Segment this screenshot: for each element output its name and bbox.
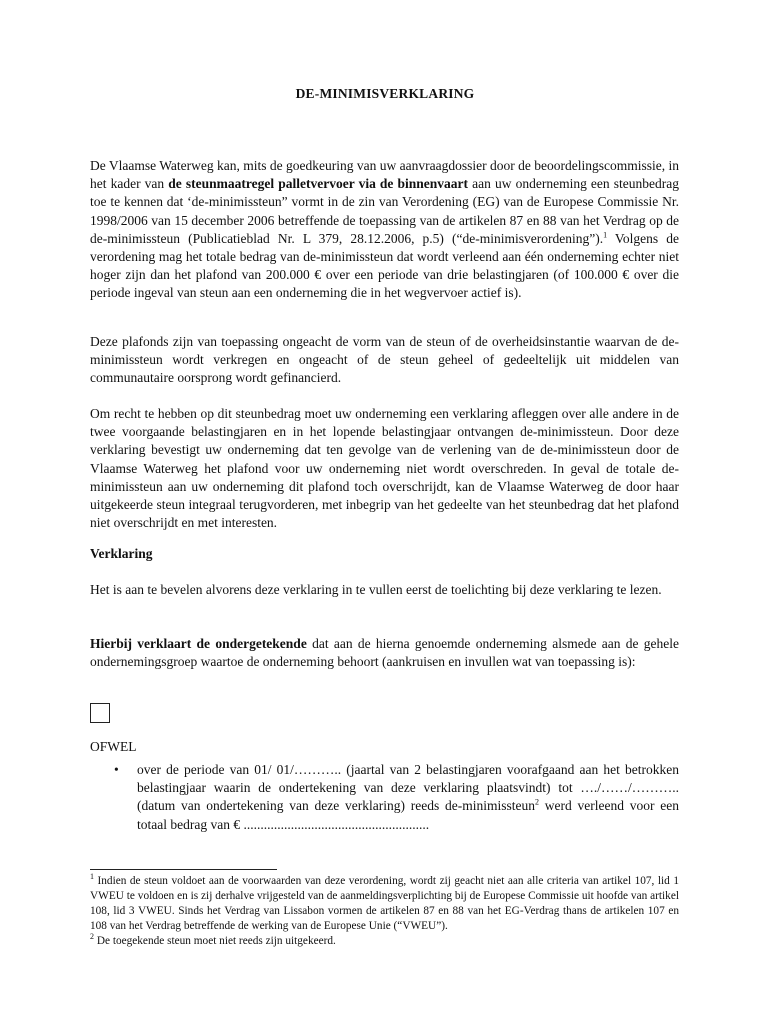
footnotes xyxy=(90,874,679,949)
document-title: DE-MINIMISVERKLARING xyxy=(295,86,475,101)
intro-bold-measure: de steunmaatregel palletvervoer via de binnenvaart xyxy=(168,176,469,192)
period-text-b: werd verleend voor een totaal bedrag van € ....................................................... xyxy=(137,798,679,832)
footnote-2-number: 2 xyxy=(90,931,94,941)
footnote-2 xyxy=(90,931,679,949)
intro-text-a: De Vlaamse Waterweg kan, mits de goedkeuring van uw aanvraagdossier door de beoordelingscommissie, in het kader van xyxy=(90,158,679,192)
recommendation-paragraph: Het is aan te bevelen alvorens deze verklaring in te vullen eerst de toelichting bij deze verklaring te lezen. xyxy=(90,582,662,597)
footnote-1 xyxy=(90,874,679,934)
intro-paragraph xyxy=(90,157,679,303)
declaration-bold: Hierbij verklaart de ondergetekende xyxy=(90,636,307,651)
section-heading-verklaring: Verklaring xyxy=(90,546,153,561)
option-checkbox[interactable] xyxy=(90,703,110,723)
footnote-1-text: Indien de steun voldoet aan de voorwaarden van deze verordening, wordt zij geacht niet aan alle criteria van artikel 107, lid 1 VWEU te voldoen en is zij derhalve vrijgesteld van de aanmeldingsverplichting bij de Europese Commissie uit hoofde van artikel 108, lid 3 VWEU. Sinds het Verdrag van Lissabon vormen de artikelen 87 en 88 van het EG-Verdrag thans de artikelen 107 en 108 van het Verdrag betreffende de werking van de Europese Unie (“VWEU”). xyxy=(90,875,679,932)
intro-text-c: aan uw onderneming een steunbedrag toe te kennen dat ‘de-minimissteun” vormt in de zin van Verordening (EG) van de Europese Commissie Nr. 1998/2006 van 15 december 2006 betreffende de toepassing van de artikelen 87 en 88 van het Verdrag op de de-minimissteun (Publicatieblad Nr. L 379, 28.12.2006, p.5) (“de-minimisverordening”). xyxy=(90,176,679,246)
entitlement-paragraph: Om recht te hebben op dit steunbedrag moet uw onderneming een verklaring afleggen over alle andere in de twee voorgaande belastingjaren en in het lopende belastingjaar ontvangen de-minimissteun. Door deze verklaring bevestigt uw onderneming dat ten gevolge van de verlening van de de-minimissteun door de Vlaamse Waterweg het plafond voor uw onderneming niet wordt overschreden. In geval de totale de-minimissteun aan uw onderneming dit plafond toch overschrijdt, kan de Vlaamse Waterweg de door haar uitgekeerde steun integraal terugvorderen, met inbegrip van het gedeelte van het steunbedrag dat het plafond niet overschrijdt en met interesten. xyxy=(90,406,679,531)
period-text-a: over de periode van 01/ 01/……….. (jaartal van 2 belastingjaren voorafgaand aan het betrokken belastingjaar waarin de ondertekening van deze verklaring plaatsvindt) tot …./……/……….. (datum van ondertekening van deze verklaring) reeds de-minimissteun xyxy=(137,762,679,814)
bullet-icon: • xyxy=(114,762,119,777)
declaration-rest: dat aan de hierna genoemde onderneming alsmede aan de gehele ondernemingsgroep waartoe de onderneming behoort (aankruisen en invullen wat van toepassing is): xyxy=(90,636,679,670)
footnote-1-number: 1 xyxy=(90,872,94,882)
footnote-ref-1[interactable]: 1 xyxy=(603,230,608,240)
period-bullet-item xyxy=(137,761,679,834)
declaration-paragraph xyxy=(90,635,679,671)
intro-text-d: Volgens de verordening mag het totale bedrag van de-minimissteun dat wordt verleend aan één onderneming echter niet hoger zijn dan het plafond van 200.000 € over een periode van drie belastingjaren (of 100.000 € over die periode ingeval van steun aan een onderneming die in het wegvervoer actief is). xyxy=(90,230,679,301)
footnote-ref-2[interactable]: 2 xyxy=(534,797,539,807)
ceiling-paragraph: Deze plafonds zijn van toepassing ongeacht de vorm van de steun of de overheidsinstantie waarvan de de-minimissteun wordt verkregen en ongeacht of de steun geheel of gedeeltelijk uit middelen van communautaire oorsprong wordt gefinancierd. xyxy=(90,334,679,386)
footnote-2-text: De toegekende steun moet niet reeds zijn uitgekeerd. xyxy=(94,934,336,947)
footnote-divider xyxy=(90,869,277,870)
either-label: OFWEL xyxy=(90,739,137,754)
